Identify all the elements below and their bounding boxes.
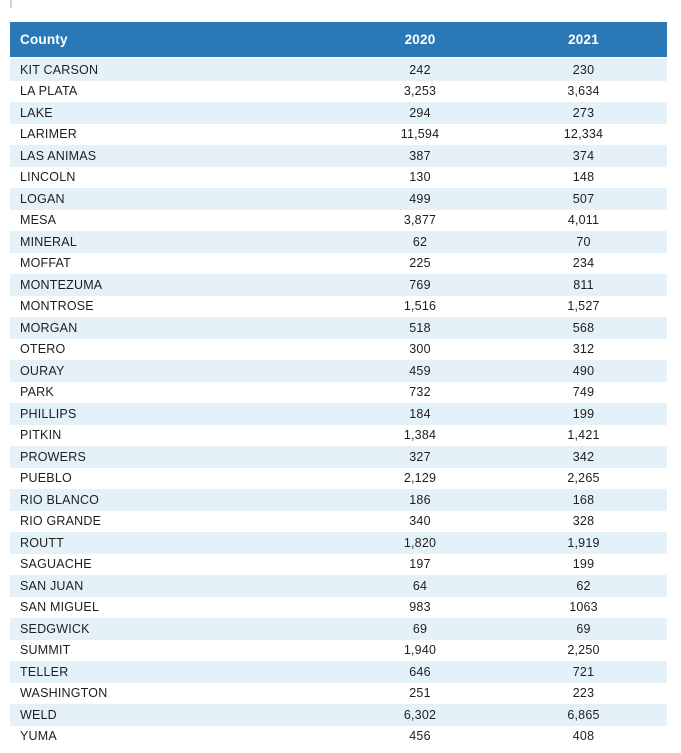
- table-row: [10, 145, 667, 167]
- value-2020-cell: 130: [409, 170, 431, 185]
- table-row: [10, 382, 667, 404]
- value-2020-cell: 225: [409, 256, 431, 271]
- value-2020-cell: 69: [412, 621, 428, 636]
- value-2021-cell: 312: [572, 342, 595, 357]
- table-row: [10, 704, 667, 726]
- table-row: [10, 102, 667, 124]
- county-cell: LARIMER: [20, 127, 77, 142]
- value-2020-cell: 983: [409, 600, 431, 615]
- value-2020-cell: 518: [409, 320, 431, 335]
- value-2020-cell: 184: [409, 406, 431, 421]
- value-2021-cell: 4,011: [567, 213, 600, 228]
- county-cell: KIT CARSON: [20, 62, 99, 77]
- table-row: [10, 597, 667, 619]
- county-data-table: [10, 22, 667, 747]
- value-2020-cell: 1,820: [403, 535, 437, 550]
- value-2020-cell: 294: [409, 105, 431, 120]
- county-cell: OURAY: [20, 363, 65, 378]
- table-header-row: [10, 22, 667, 59]
- value-2021-cell: 490: [572, 363, 595, 378]
- value-2020-cell: 459: [409, 363, 431, 378]
- table-body: [10, 59, 667, 747]
- value-2021-cell: 70: [576, 234, 591, 249]
- value-2021-cell: 230: [572, 62, 595, 77]
- county-cell: YUMA: [20, 729, 57, 744]
- county-cell: LAS ANIMAS: [20, 148, 97, 163]
- value-2021-cell: 1,527: [567, 299, 600, 314]
- table-row: [10, 661, 667, 683]
- table-row: [10, 360, 667, 382]
- value-2021-cell: 328: [572, 514, 595, 529]
- table-row: [10, 532, 667, 554]
- value-2021-cell: 69: [576, 621, 591, 636]
- county-cell: PHILLIPS: [20, 406, 77, 421]
- table-row: [10, 446, 667, 468]
- value-2021-cell: 1,421: [567, 428, 600, 443]
- value-2021-cell: 2,250: [567, 643, 600, 658]
- county-cell: MINERAL: [20, 234, 77, 249]
- value-2020-cell: 340: [409, 514, 431, 529]
- table-row: [10, 425, 667, 447]
- county-cell: TELLER: [20, 664, 69, 679]
- county-cell: WELD: [20, 707, 57, 722]
- value-2021-cell: 168: [572, 492, 595, 507]
- table-row: [10, 339, 667, 361]
- table-row: [10, 59, 667, 81]
- county-cell: MESA: [20, 213, 57, 228]
- value-2021-cell: 408: [572, 729, 595, 744]
- county-cell: SAN JUAN: [20, 578, 84, 593]
- table-row: [10, 231, 667, 253]
- value-2020-cell: 3,877: [403, 213, 437, 228]
- table-row: [10, 81, 667, 103]
- county-cell: RIO BLANCO: [20, 492, 100, 507]
- value-2020-cell: 3,253: [403, 84, 437, 99]
- county-cell: PITKIN: [20, 428, 62, 443]
- county-cell: OTERO: [20, 342, 66, 357]
- table-row: [10, 210, 667, 232]
- value-2021-cell: 62: [576, 578, 591, 593]
- county-cell: ROUTT: [20, 535, 65, 550]
- table-row: [10, 403, 667, 425]
- county-cell: MORGAN: [20, 320, 78, 335]
- value-2021-cell: 721: [572, 664, 595, 679]
- table-row: [10, 511, 667, 533]
- table-row: [10, 575, 667, 597]
- value-2020-cell: 456: [409, 729, 431, 744]
- table-row: [10, 468, 667, 490]
- value-2021-cell: 749: [572, 385, 595, 400]
- value-2021-cell: 234: [572, 256, 595, 271]
- value-2021-cell: 6,865: [567, 707, 600, 722]
- value-2020-cell: 2,129: [403, 471, 437, 486]
- county-cell: SAN MIGUEL: [20, 600, 100, 615]
- value-2020-cell: 186: [409, 492, 431, 507]
- table-row: [10, 124, 667, 146]
- table-row: [10, 640, 667, 662]
- county-cell: RIO GRANDE: [20, 514, 102, 529]
- table-row: [10, 274, 667, 296]
- value-2021-cell: 374: [572, 148, 595, 163]
- value-2020-cell: 387: [409, 148, 431, 163]
- value-2021-cell: 811: [573, 277, 594, 292]
- value-2020-cell: 242: [409, 62, 431, 77]
- table-row: [10, 683, 667, 705]
- value-2021-cell: 199: [572, 557, 595, 572]
- table-row: [10, 167, 667, 189]
- value-2020-cell: 1,940: [403, 643, 437, 658]
- table-row: [10, 296, 667, 318]
- county-cell: SUMMIT: [20, 643, 71, 658]
- county-cell: MONTROSE: [20, 299, 94, 314]
- county-cell: WASHINGTON: [20, 686, 108, 701]
- header-cell-2021: 2021: [568, 32, 599, 47]
- value-2020-cell: 1,516: [403, 299, 437, 314]
- artifact-line: [10, 0, 12, 8]
- value-2020-cell: 499: [409, 191, 431, 206]
- value-2021-cell: 568: [572, 320, 595, 335]
- county-cell: PARK: [20, 385, 54, 400]
- value-2020-cell: 11,594: [400, 127, 440, 142]
- header-cell-2020: 2020: [404, 32, 436, 47]
- value-2021-cell: 273: [572, 105, 595, 120]
- value-2020-cell: 300: [409, 342, 431, 357]
- value-2021-cell: 3,634: [567, 84, 600, 99]
- value-2020-cell: 732: [409, 385, 431, 400]
- county-cell: LOGAN: [20, 191, 65, 206]
- county-cell: SAGUACHE: [20, 557, 92, 572]
- value-2020-cell: 1,384: [403, 428, 437, 443]
- value-2021-cell: 342: [572, 449, 595, 464]
- value-2020-cell: 251: [409, 686, 431, 701]
- table-row: [10, 554, 667, 576]
- table-row: [10, 188, 667, 210]
- county-cell: MOFFAT: [20, 256, 71, 271]
- county-cell: MONTEZUMA: [20, 277, 103, 292]
- value-2020-cell: 327: [409, 449, 431, 464]
- table-row: [10, 253, 667, 275]
- value-2021-cell: 1063: [569, 600, 598, 615]
- value-2021-cell: 12,334: [563, 127, 604, 142]
- county-cell: SEDGWICK: [20, 621, 90, 636]
- county-cell: PUEBLO: [20, 471, 72, 486]
- value-2021-cell: 2,265: [567, 471, 600, 486]
- value-2021-cell: 507: [572, 191, 595, 206]
- county-cell: LA PLATA: [20, 84, 78, 99]
- value-2020-cell: 197: [409, 557, 431, 572]
- value-2021-cell: 1,919: [567, 535, 600, 550]
- table-row: [10, 618, 667, 640]
- header-cell-county: County: [20, 32, 68, 47]
- county-cell: LINCOLN: [20, 170, 76, 185]
- value-2020-cell: 64: [412, 578, 428, 593]
- value-2021-cell: 223: [572, 686, 595, 701]
- county-cell: LAKE: [20, 105, 53, 120]
- county-cell: PROWERS: [20, 449, 86, 464]
- value-2020-cell: 62: [412, 234, 428, 249]
- table-row: [10, 726, 667, 748]
- value-2020-cell: 769: [409, 277, 431, 292]
- value-2021-cell: 199: [572, 406, 595, 421]
- table-row: [10, 317, 667, 339]
- table-row: [10, 489, 667, 511]
- value-2020-cell: 6,302: [403, 707, 437, 722]
- value-2020-cell: 646: [409, 664, 431, 679]
- value-2021-cell: 148: [572, 170, 595, 185]
